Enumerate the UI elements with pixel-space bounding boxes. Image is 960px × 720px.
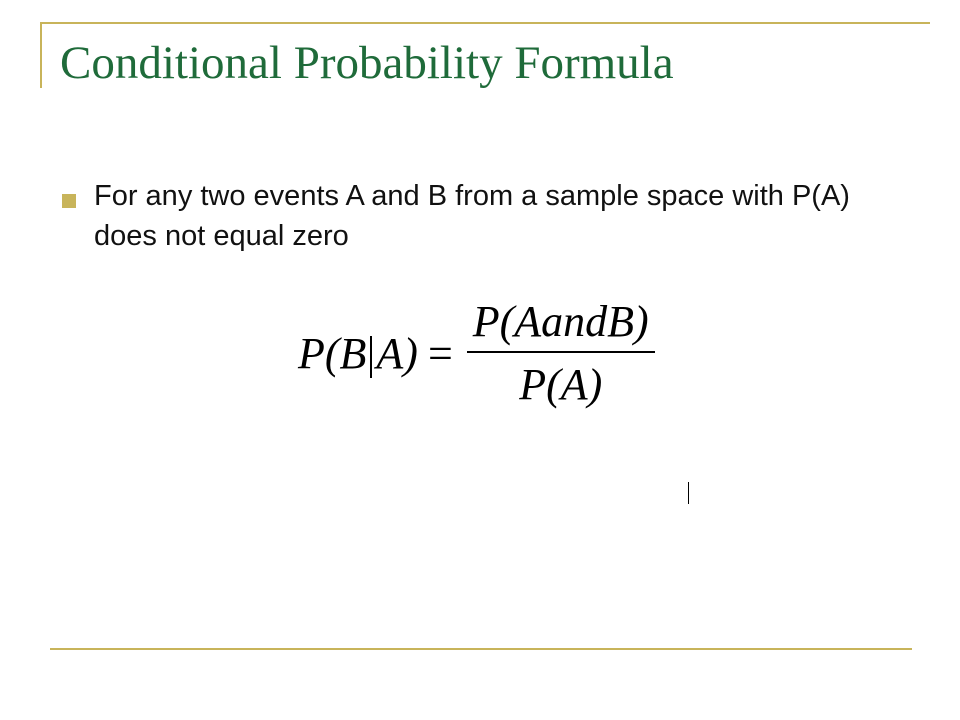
bullet-item	[62, 176, 882, 256]
bullet-text: For any two events A and B from a sample space with P(A) does not equal zero	[94, 180, 850, 252]
bullet-list	[62, 176, 882, 256]
frame-top-rule	[40, 22, 930, 24]
formula-lhs	[298, 328, 418, 379]
conditional-probability-formula	[298, 296, 655, 410]
square-bullet-icon	[62, 194, 76, 208]
formula-numerator: P(AandB)	[472, 297, 649, 346]
equals-sign: =	[427, 328, 453, 378]
formula-lhs-close: A)	[376, 328, 418, 378]
frame-bottom-rule	[50, 648, 912, 650]
formula-lhs-open: P(B	[298, 328, 367, 378]
slide-title: Conditional Probability Formula	[60, 37, 674, 89]
formula-denominator: P(A)	[519, 360, 603, 409]
formula-fraction	[467, 296, 655, 410]
given-bar	[370, 336, 372, 378]
frame-left-rule	[40, 22, 42, 88]
text-cursor-mark	[688, 482, 689, 504]
